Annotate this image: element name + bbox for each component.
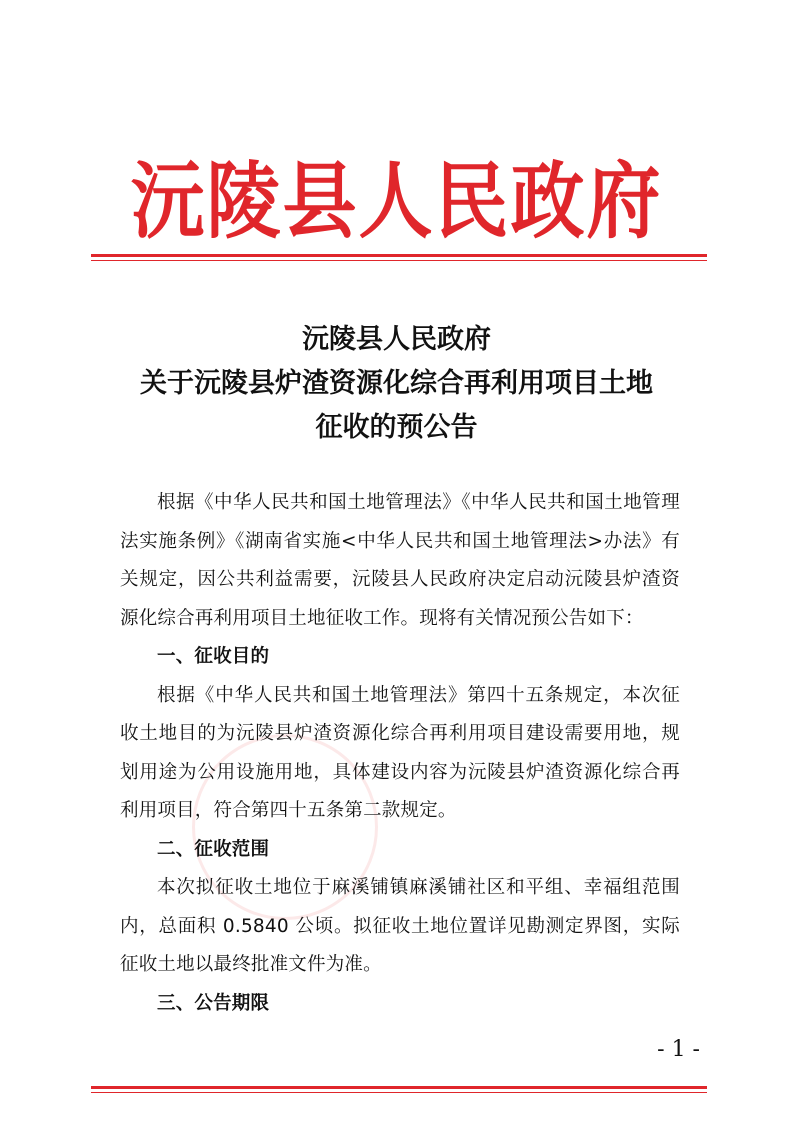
- document-title-line-1: 沅陵县人民政府: [302, 324, 491, 355]
- document-title-line-2: 关于沅陵县炉渣资源化综合再利用项目土地: [140, 368, 653, 399]
- footer-red-rule-thick: [91, 1086, 707, 1089]
- section-heading-purpose: 一、征收目的: [157, 646, 270, 667]
- intro-paragraph: 根据《中华人民共和国土地管理法》《中华人民共和国土地管理法实施条例》《湖南省实施<中华人民共和国土地管理法>办法》有关规定，因公共利益需要，沅陵县人民政府决定启动沅陵县炉渣资源化综合再利用项目土地征收工作。现将有关情况预公告如下：: [120, 492, 680, 629]
- government-masthead: 沅陵县人民政府: [130, 153, 663, 251]
- section-heading-scope: 二、征收范围: [157, 838, 270, 860]
- page-number: - 1 -: [657, 1037, 700, 1062]
- section-heading-period: 三、公告期限: [157, 992, 270, 1014]
- document-title-line-3: 征收的预公告: [315, 412, 478, 443]
- document-body: [120, 484, 680, 1023]
- section-text-purpose: 根据《中华人民共和国土地管理法》第四十五条规定，本次征收土地目的为沅陵县炉渣资源化综合再利用项目建设需要用地，规划用途为公用设施用地，具体建设内容为沅陵县炉渣资源化综合再利用项目，符合第四十五条第二款规定。: [120, 684, 680, 821]
- masthead-red-rule-thick: [91, 254, 707, 257]
- masthead-red-rule-thin: [91, 260, 707, 261]
- section-text-scope: 本次拟征收土地位于麻溪铺镇麻溪铺社区和平组、幸福组范围内，总面积 0.5840 公顷。拟征收土地位置详见勘测定界图，实际征收土地以最终批准文件为准。: [120, 877, 680, 975]
- footer-red-rule-thin: [91, 1092, 707, 1093]
